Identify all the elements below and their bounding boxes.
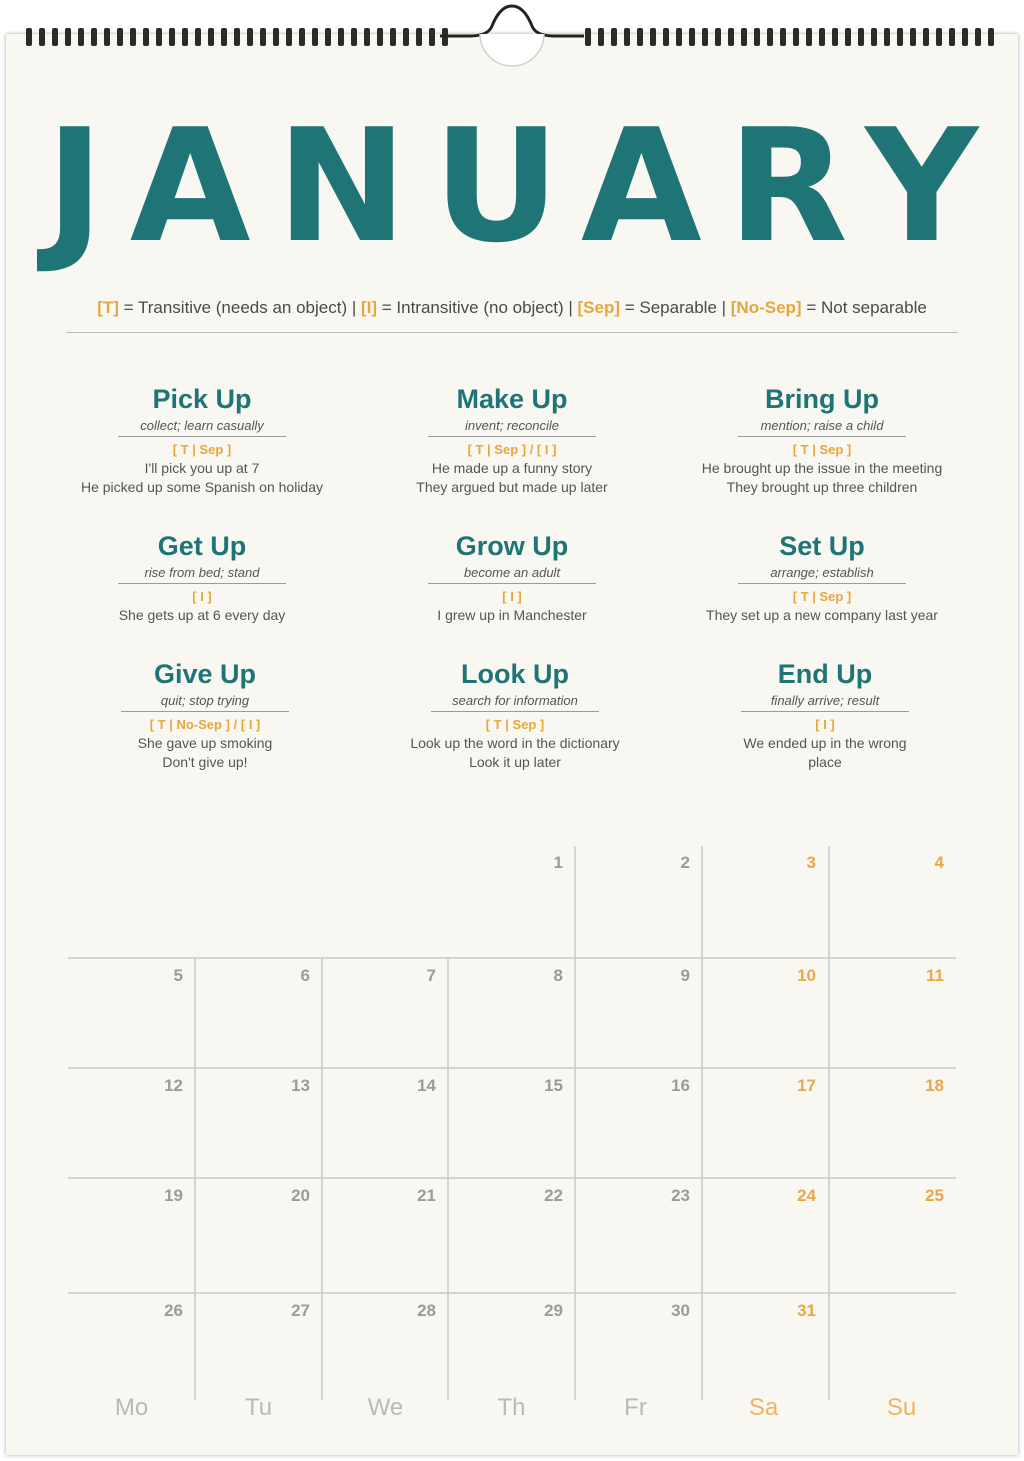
phrasal-verb-card [670,659,980,772]
spiral-coil [208,28,214,46]
verb-tags: [ T | Sep ] [485,717,545,732]
calendar-day: 15 [544,1076,563,1095]
spiral-coil [702,28,708,46]
calendar-day: 10 [797,966,816,985]
calendar-day: 16 [671,1076,690,1095]
calendar-day: 19 [164,1186,183,1205]
spiral-coil [351,28,357,46]
spiral-coil [221,28,227,46]
calendar-day: 29 [544,1301,563,1320]
verb-tags: [ I ] [815,717,835,732]
spiral-coil [338,28,344,46]
verb-tags: [ T | Sep ] [792,442,852,457]
spiral-coil [767,28,773,46]
verb-name: Set Up [779,531,865,561]
verb-meaning: become an adult [428,565,596,584]
spiral-coil [195,28,201,46]
legend-i-key: [I] [360,298,378,317]
legend-sep-key: [Sep] [577,298,621,317]
calendar-day: 6 [300,966,310,985]
spiral-coil [260,28,266,46]
spiral-coil [637,28,643,46]
spiral-coil [286,28,292,46]
spiral-coil [169,28,175,46]
weekday-label: Mo [114,1394,149,1421]
verb-meaning: quit; stop trying [121,693,289,712]
calendar-day: 5 [173,966,183,985]
weekday-label: Sa [748,1394,779,1421]
spiral-coil [962,28,968,46]
phrasal-verb-card [47,384,357,497]
verb-example: I grew up in Manchester [437,607,587,623]
spiral-coil [91,28,97,46]
spiral-coil [78,28,84,46]
verb-name: Get Up [157,531,247,561]
calendar-day: 12 [164,1076,183,1095]
verb-meaning: invent; reconcile [428,418,596,437]
spiral-coil [247,28,253,46]
spiral-coil [975,28,981,46]
spiral-coil [234,28,240,46]
calendar-day: 25 [925,1186,944,1205]
calendar-day: 2 [680,853,690,872]
verb-name: Bring Up [765,384,879,414]
verb-tags: [ T | No-Sep ] / [ I ] [149,717,261,732]
spiral-coil [676,28,682,46]
verb-meaning: rise from bed; stand [118,565,286,584]
calendar-day: 21 [417,1186,436,1205]
calendar-day: 24 [797,1186,816,1205]
verb-example: place [808,754,842,770]
spiral-coil [871,28,877,46]
weekday-label: Fr [624,1394,647,1421]
spiral-coil [377,28,383,46]
calendar-day: 9 [680,966,690,985]
verb-name: Give Up [153,659,257,689]
phrasal-verb-card [667,531,977,625]
spiral-coil [819,28,825,46]
phrasal-verb-card [50,659,360,772]
spiral-coil [273,28,279,46]
spiral-coil [897,28,903,46]
calendar-day: 8 [553,966,563,985]
legend-t-text: = Transitive (needs an object) | [118,298,361,317]
hanging-hook [440,0,584,70]
calendar-day: 1 [553,853,563,872]
verb-tags: [ T | Sep ] [172,442,232,457]
verb-name: Pick Up [152,384,252,414]
spiral-coil [364,28,370,46]
phrasal-verb-card [360,659,670,772]
spiral-coil [390,28,396,46]
spiral-coil [845,28,851,46]
calendar-day: 26 [164,1301,183,1320]
legend-sep-text: = Separable | [620,298,731,317]
legend-nosep-text: = Not separable [801,298,927,317]
calendar-day: 30 [671,1301,690,1320]
verb-meaning: mention; raise a child [738,418,906,437]
verb-example: They argued but made up later [416,479,608,495]
legend-nosep-key: [No-Sep] [730,298,802,317]
spiral-coil [299,28,305,46]
spiral-coil [611,28,617,46]
calendar-day: 18 [925,1076,944,1095]
verb-meaning: search for information [431,693,599,712]
weekday-label: Su [886,1394,917,1421]
calendar-day: 3 [806,853,816,872]
verb-name: Make Up [456,384,568,414]
verb-example: Look it up later [469,754,561,770]
spiral-coil [741,28,747,46]
spiral-coil [832,28,838,46]
legend-divider [66,332,958,333]
verb-name: Grow Up [455,531,569,561]
spiral-coil [988,28,994,46]
month-title: JANUARY [45,95,1005,277]
spiral-coil [858,28,864,46]
spiral-coil [39,28,45,46]
spiral-coil [585,28,591,46]
spiral-coil [624,28,630,46]
spiral-coil [949,28,955,46]
calendar-day: 4 [934,853,944,872]
spiral-coil [429,28,435,46]
spiral-coil [52,28,58,46]
calendar-day: 22 [544,1186,563,1205]
weekday-label: Th [497,1394,526,1421]
spiral-coil [910,28,916,46]
calendar-day: 14 [417,1076,436,1095]
spiral-coil [884,28,890,46]
verb-example: He brought up the issue in the meeting [701,460,943,476]
spiral-coil [780,28,786,46]
spiral-coil [117,28,123,46]
calendar-day: 23 [671,1186,690,1205]
spiral-coil [104,28,110,46]
verb-example: I'll pick you up at 7 [144,460,260,476]
spiral-coil [598,28,604,46]
spiral-coil [312,28,318,46]
verb-tags: [ I ] [192,589,212,604]
legend [66,298,958,318]
calendar-day: 27 [291,1301,310,1320]
spiral-coil [26,28,32,46]
verb-meaning: finally arrive; result [741,693,909,712]
weekday-label: Tu [244,1394,273,1421]
verb-name: Look Up [461,659,569,689]
verb-example: He picked up some Spanish on holiday [80,479,324,495]
spiral-coil [65,28,71,46]
spiral-coil [923,28,929,46]
verb-example: She gets up at 6 every day [118,607,286,623]
spiral-coil [182,28,188,46]
verb-tags: [ T | Sep ] [792,589,852,604]
spiral-coil [715,28,721,46]
spiral-coil [325,28,331,46]
calendar-day: 7 [426,966,436,985]
spiral-coil [663,28,669,46]
phrasal-verb-card [667,384,977,497]
calendar-day: 11 [926,966,944,985]
spiral-coil [754,28,760,46]
legend-i-text: = Intransitive (no object) | [377,298,578,317]
verb-tags: [ T | Sep ] / [ I ] [467,442,557,457]
verb-example: Don't give up! [162,754,248,770]
phrasal-verb-card [357,531,667,625]
spiral-coil [728,28,734,46]
spiral-coil [156,28,162,46]
verb-example: He made up a funny story [431,460,593,476]
legend-t-key: [T] [97,298,119,317]
phrasal-verb-card [47,531,357,625]
verb-meaning: arrange; establish [738,565,906,584]
verb-meaning: collect; learn casually [118,418,286,437]
spiral-coil [130,28,136,46]
verb-example: We ended up in the wrong [743,735,907,751]
spiral-coil [416,28,422,46]
verb-tags: [ I ] [502,589,522,604]
spiral-coil [793,28,799,46]
verb-name: End Up [777,659,873,689]
calendar-day: 31 [797,1301,816,1320]
spiral-coil [689,28,695,46]
verb-example: They brought up three children [726,479,918,495]
verb-example: She gave up smoking [137,735,273,751]
weekday-label: We [367,1394,404,1421]
spiral-coil [936,28,942,46]
calendar-day: 17 [797,1076,816,1095]
spiral-coil [403,28,409,46]
calendar-day: 28 [417,1301,436,1320]
spiral-coil [806,28,812,46]
calendar-day: 20 [291,1186,310,1205]
spiral-coil [143,28,149,46]
verb-example: They set up a new company last year [706,607,938,623]
calendar-day: 13 [291,1076,310,1095]
spiral-coil [650,28,656,46]
phrasal-verb-card [357,384,667,497]
verb-example: Look up the word in the dictionary [410,735,620,751]
